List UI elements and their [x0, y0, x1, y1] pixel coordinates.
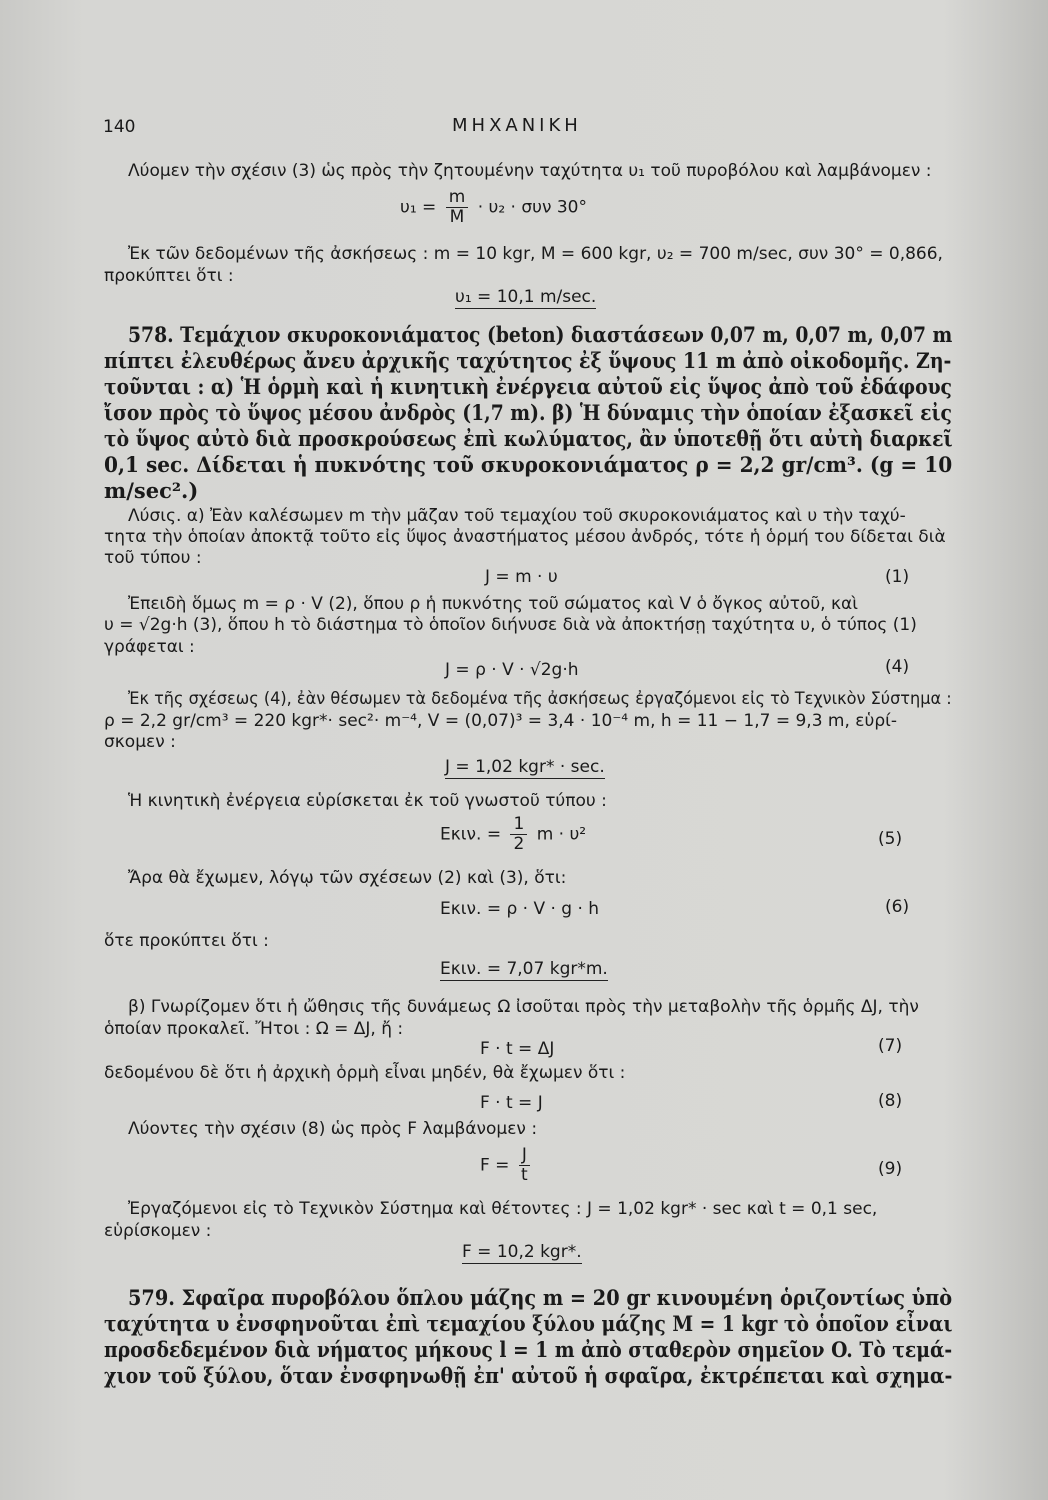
problem-578-line: 0,1 sec. Δίδεται ἡ πυκνότης τοῦ σκυροκονιάματος ρ = 2,2 gr/cm³. (g = 10 [104, 452, 953, 477]
problem-578-line: 578. Τεμάχιον σκυροκονιάματος (beton) διαστάσεων 0,07 m, 0,07 m, 0,07 m [128, 322, 953, 347]
result-J: J = 1,02 kgr* · sec. [445, 757, 605, 777]
equation-number: (6) [885, 897, 910, 917]
equation-8: F · t = J [480, 1093, 543, 1113]
page-number: 140 [103, 117, 136, 137]
problem-579-line: ταχύτητα υ ἐνσφηνοῦται ἐπὶ τεμαχίου ξύλου μάζης M = 1 kgr τὸ ὁποῖον εἶναι [104, 1311, 953, 1336]
problem-579-line: 579. Σφαῖρα πυροβόλου ὅπλου μάζης m = 20 gr κινουμένη ὁριζοντίως ὑπὸ [128, 1285, 953, 1310]
result-E: Eκιν. = 7,07 kgr*m. [440, 959, 608, 979]
solution-line: β) Γνωρίζομεν ὅτι ἡ ὤθησις τῆς δυνάμεως Ω ἰσοῦται πρὸς τὴν μεταβολὴν τῆς ὁρμῆς ΔJ, τὴν [128, 997, 919, 1017]
problem-578-line: τὸ ὕψος αὐτὸ διὰ προσκρούσεως ἐπὶ κωλύματος, ἂν ὑποτεθῇ ὅτι αὐτὴ διαρκεῖ [104, 426, 953, 451]
equation-number: (4) [885, 657, 910, 677]
formula-v1 [400, 188, 587, 227]
solution-line: τητα τὴν ὁποίαν ἀποκτᾷ τοῦτο εἰς ὕψος ἀναστήματος μέσου ἀνδρός, τότε ἡ ὁρμή του δίδεται διὰ [104, 527, 946, 547]
problem-579-line: χιον τοῦ ξύλου, ὅταν ἐνσφηνωθῇ ἐπ' αὐτοῦ ἡ σφαῖρα, ἐκτρέπεται καὶ σχημα- [104, 1363, 953, 1388]
solution-line: Ἐκ τῆς σχέσεως (4), ἐὰν θέσωμεν τὰ δεδομένα τῆς ἀσκήσεως ἐργαζόμενοι εἰς τὸ Τεχνικὸν Σύστημα : [128, 689, 952, 709]
solution-line: δεδομένου δὲ ὅτι ἡ ἀρχικὴ ὁρμὴ εἶναι μηδέν, θὰ ἔχωμεν ὅτι : [104, 1063, 626, 1083]
solution-line: τοῦ τύπου : [104, 548, 202, 568]
equation-number: (7) [878, 1036, 903, 1056]
problem-579-line: προσδεδεμένον διὰ νήματος μήκους l = 1 m ἀπὸ σταθερὸν σημεῖον O. Τὸ τεμά- [104, 1337, 953, 1362]
formula-right: · υ₂ · συν 30° [477, 197, 588, 218]
solution-line: ρ = 2,2 gr/cm³ = 220 kgr*· sec²· m⁻⁴, V = (0,07)³ = 3,4 · 10⁻⁴ m, h = 11 − 1,7 = 9,3 m, εὑρί- [104, 711, 897, 731]
equation-6: Eκιν. = ρ · V · g · h [440, 899, 600, 919]
data-line-2: προκύπτει ὅτι : [104, 266, 234, 286]
formula-left: υ₁ = [400, 197, 437, 218]
formula-fraction [446, 188, 469, 227]
fraction-denominator: M [449, 207, 465, 227]
solution-line: ὁποίαν προκαλεῖ. Ἤτοι : Ω = ΔJ, ἤ : [104, 1019, 404, 1039]
equation-9: F = $\frac{J}{t}$ [480, 1146, 534, 1185]
problem-578-line: πίπτει ἐλευθέρως ἄνευ ἀρχικῆς ταχύτητος ἐξ ὕψους 11 m ἀπὸ οἰκοδομῆς. Ζη- [104, 348, 952, 373]
equation-7: F · t = ΔJ [480, 1039, 555, 1059]
data-line: Ἐκ τῶν δεδομένων τῆς ἀσκήσεως : m = 10 kgr, M = 600 kgr, υ₂ = 700 m/sec, συν 30° = 0,866, [128, 244, 943, 264]
equation-5: Eκιν. = $\frac{1}{2}$ m · υ² [440, 814, 587, 854]
solution-line: Λύσις. α) Ἐὰν καλέσωμεν m τὴν μᾶζαν τοῦ τεμαχίου τοῦ σκυροκονιάματος καὶ υ τὴν ταχύ- [128, 506, 906, 526]
solution-line: γράφεται : [104, 637, 195, 657]
solution-line: σκομεν : [104, 732, 176, 752]
solution-line: Ἡ κινητικὴ ἐνέργεια εὑρίσκεται ἐκ τοῦ γνωστοῦ τύπου : [128, 791, 607, 811]
problem-578-line: τοῦνται : α) Ἡ ὁρμὴ καὶ ἡ κινητικὴ ἐνέργεια αὐτοῦ εἰς ὕψος ἀπὸ τοῦ ἐδάφους [104, 374, 952, 399]
result-v1: υ₁ = 10,1 m/sec. [455, 287, 597, 307]
solution-line: υ = √2g·h (3), ὅπου h τὸ διάστημα τὸ ὁποῖον διήνυσε διὰ νὰ ἀποκτήσῃ ταχύτητα υ, ὁ τύπος (1) [104, 615, 917, 635]
problem-578-line: ἴσον πρὸς τὸ ὕψος μέσου ἀνδρὸς (1,7 m). β) Ἡ δύναμις τὴν ὁποίαν ἐξασκεῖ εἰς [104, 400, 952, 425]
equation-number: (8) [878, 1091, 903, 1111]
result-F: F = 10,2 kgr*. [462, 1242, 582, 1262]
solution-line: Λύοντες τὴν σχέσιν (8) ὡς πρὸς F λαμβάνομεν : [128, 1119, 538, 1139]
fraction-numerator: m [446, 188, 469, 208]
equation-4: J = ρ · V · √2g·h [445, 660, 579, 680]
solution-line: Ἄρα θὰ ἔχωμεν, λόγῳ τῶν σχέσεων (2) καὶ (3), ὅτι: [128, 868, 567, 888]
solution-line: Ἐργαζόμενοι εἰς τὸ Τεχνικὸν Σύστημα καὶ θέτοντες : J = 1,02 kgr* · sec καὶ t = 0,1 sec, [128, 1199, 878, 1219]
equation-number: (1) [885, 567, 910, 587]
problem-578-line: m/sec².) [104, 478, 199, 503]
equation-number: (5) [878, 829, 903, 849]
running-title: ΜΗΧΑΝΙΚΗ [452, 115, 582, 136]
intro-line: Λύομεν τὴν σχέσιν (3) ὡς πρὸς τὴν ζητουμένην ταχύτητα υ₁ τοῦ πυροβόλου καὶ λαμβάνομεν : [128, 161, 932, 181]
solution-line: εὑρίσκομεν : [104, 1221, 212, 1241]
solution-line: ὅτε προκύπτει ὅτι : [104, 931, 269, 951]
solution-line: Ἐπειδὴ ὅμως m = ρ · V (2), ὅπου ρ ἡ πυκνότης τοῦ σώματος καὶ V ὁ ὄγκος αὐτοῦ, καὶ [128, 594, 858, 614]
equation-1: J = m · υ [485, 567, 558, 587]
equation-number: (9) [878, 1159, 903, 1179]
